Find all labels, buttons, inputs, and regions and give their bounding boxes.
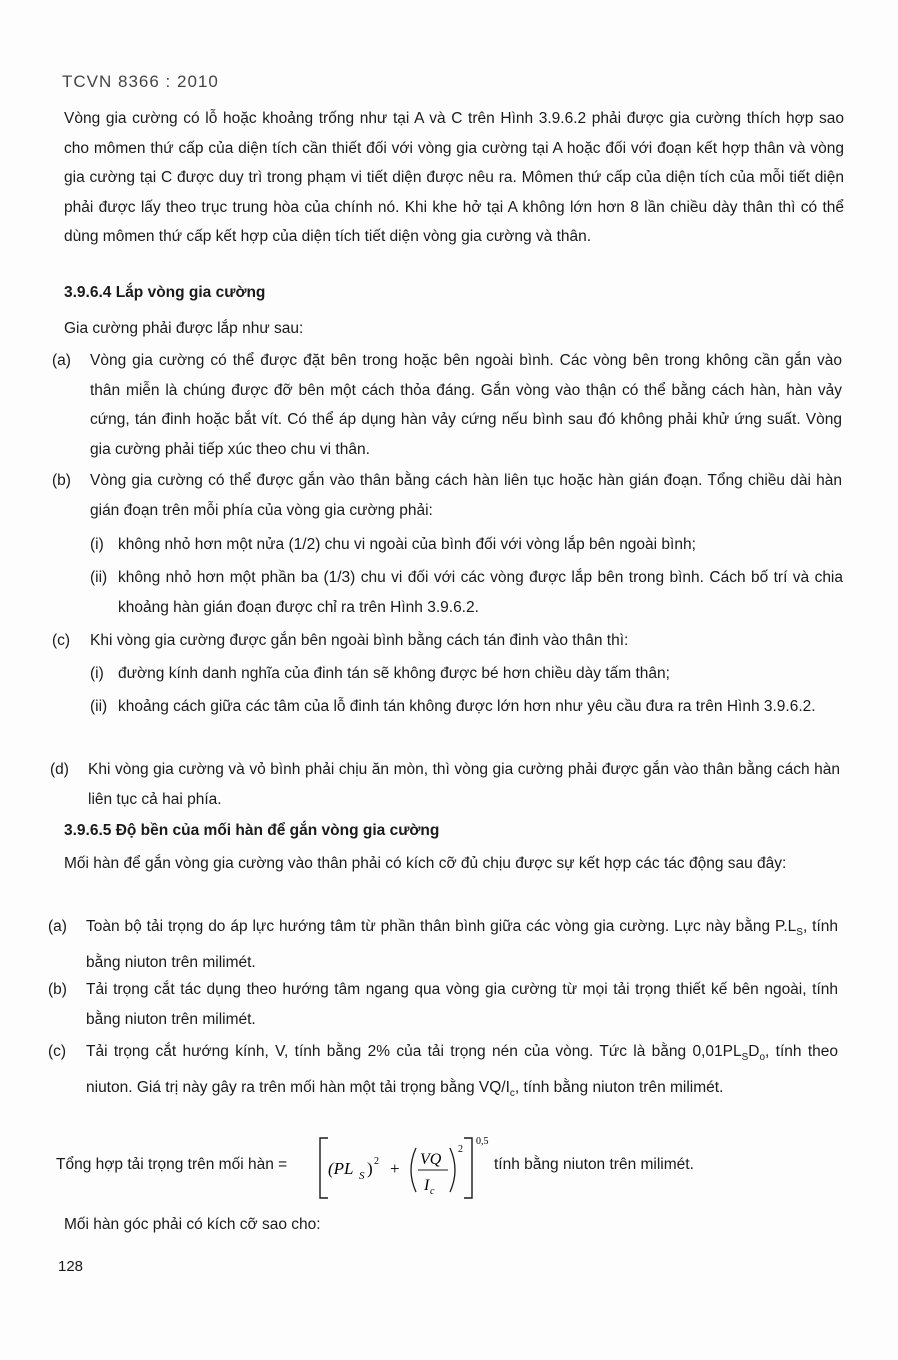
item-label: (d) — [50, 761, 69, 778]
svg-text:S: S — [359, 1170, 365, 1182]
intro-3-9-6-5: Mối hàn để gắn vòng gia cường vào thân phải có kích cỡ đủ chịu được sự kết hợp các tác động sau đây: — [64, 855, 787, 872]
sub-label: (i) — [90, 665, 104, 682]
sub-label: (ii) — [90, 569, 108, 586]
svg-text:c: c — [430, 1186, 435, 1197]
weld-load-formula — [56, 1134, 846, 1204]
item-label: (c) — [52, 632, 71, 649]
item-text: Khi vòng gia cường và vỏ bình phải chịu ăn mòn, thì vòng gia cường phải được gắn vào thân bằng cách hàn liên tục cả hai phía. — [88, 761, 840, 808]
heading-3-9-6-4: 3.9.6.4 Lắp vòng gia cường — [64, 284, 266, 301]
heading-3-9-6-5: 3.9.6.5 Độ bền của mối hàn để gắn vòng gia cường — [64, 822, 440, 839]
intro-3-9-6-4: Gia cường phải được lắp như sau: — [64, 320, 304, 337]
item-label: (c) — [48, 1043, 67, 1060]
page-number: 128 — [58, 1258, 84, 1275]
sub-label: (ii) — [90, 698, 108, 715]
standard-header: TCVN 8366 : 2010 — [62, 72, 219, 91]
formula-lead: Tổng hợp tải trọng trên mối hàn = — [56, 1156, 288, 1173]
sub-text: đường kính danh nghĩa của đinh tán sẽ không được bé hơn chiều dày tấm thân; — [118, 665, 670, 682]
item-text: Tải trọng cắt tác dụng theo hướng tâm ngang qua vòng gia cường từ mọi tải trọng thiết kế bên ngoài, tính bằng niuton trên milimét. — [86, 981, 838, 1028]
sub-text: không nhỏ hơn một nửa (1/2) chu vi ngoài của bình đối với vòng lắp bên ngoài bình; — [118, 536, 696, 553]
item-text: Vòng gia cường có thể được gắn vào thân bằng cách hàn liên tục hoặc hàn gián đoạn. Tổng chiều dài hàn gián đoạn trên mỗi phía của vòng gia cường phải: — [90, 472, 842, 519]
svg-text:I: I — [424, 1177, 430, 1194]
item-label: (b) — [48, 981, 67, 998]
formula-graphic — [56, 1134, 846, 1204]
item-label: (b) — [52, 472, 71, 489]
svg-text:+: + — [390, 1159, 400, 1178]
svg-text:(PL: (PL — [328, 1159, 354, 1178]
formula-square-2: 2 — [458, 1144, 463, 1155]
paragraph-reinforcement-openings: Vòng gia cường có lỗ hoặc khoảng trống như tại A và C trên Hình 3.9.6.2 phải được gia cường thích hợp sao cho mômen thứ cấp của diện tích cần thiết đối với vòng gia cường tại A hoặc đối với đoạn kết hợp thân và vòng gia cường tại C được duy trì trong phạm vi tiết diện được nêu ra. Mômen thứ cấp của diện tích của mỗi tiết diện phải được lấy theo trục trung hòa của chính nó. Khi khe hở tại A không lớn hơn 8 lần chiều dày thân thì có thể dùng mômen thứ cấp kết hợp của diện tích tiết diện vòng gia cường và thân. — [64, 110, 844, 245]
sub-label: (i) — [90, 536, 104, 553]
sub-text: khoảng cách giữa các tâm của lỗ đinh tán không được lớn hơn như yêu cầu đưa ra trên Hình 3.9.6.2. — [118, 698, 816, 715]
svg-text:VQ: VQ — [420, 1151, 442, 1168]
item-label: (a) — [48, 918, 67, 935]
closing-line: Mối hàn góc phải có kích cỡ sao cho: — [64, 1216, 321, 1233]
item-text: Toàn bộ tải trọng do áp lực hướng tâm từ phần thân bình giữa các vòng gia cường. Lực này bằng $P.L_S$, tính bằng niuton trên milimét. — [86, 918, 839, 971]
svg-text:): ) — [367, 1159, 373, 1178]
item-text: Vòng gia cường có thể được đặt bên trong hoặc bên ngoài bình. Các vòng bên trong không cần gắn vào thân miễn là chúng được đỡ bên một cách thỏa đáng. Gắn vòng vào thận có thể bằng cách hàn, hàn vảy cứng, tán đinh hoặc bắt vít. Có thể áp dụng hàn vảy cứng nếu bình sau đó không phải khử ứng suất. Vòng gia cường phải tiếp xúc theo chu vi thân. — [90, 352, 842, 458]
formula-exponent: 0,5 — [476, 1136, 489, 1147]
formula-square-1: 2 — [374, 1156, 379, 1167]
item-label: (a) — [52, 352, 71, 369]
item-text: Khi vòng gia cường được gắn bên ngoài bình bằng cách tán đinh vào thân thì: — [90, 632, 629, 649]
sub-text: không nhỏ hơn một phần ba (1/3) chu vi đối với các vòng được lắp bên trong bình. Cách bố trí và chia khoảng hàn gián đoạn được chỉ ra trên Hình 3.9.6.2. — [118, 569, 843, 616]
item-text: Tải trọng cắt hướng kính, V, tính bằng 2% của tải trọng nén của vòng. Tức là bằng $0,01PL_SD_o$, tính theo niuton. Giá trị này gây ra trên mối hàn một tải trọng bằng $VQ/I_c$, tính bằng niuton trên milimét. — [86, 1043, 838, 1099]
formula-tail: tính bằng niuton trên milimét. — [494, 1156, 694, 1173]
